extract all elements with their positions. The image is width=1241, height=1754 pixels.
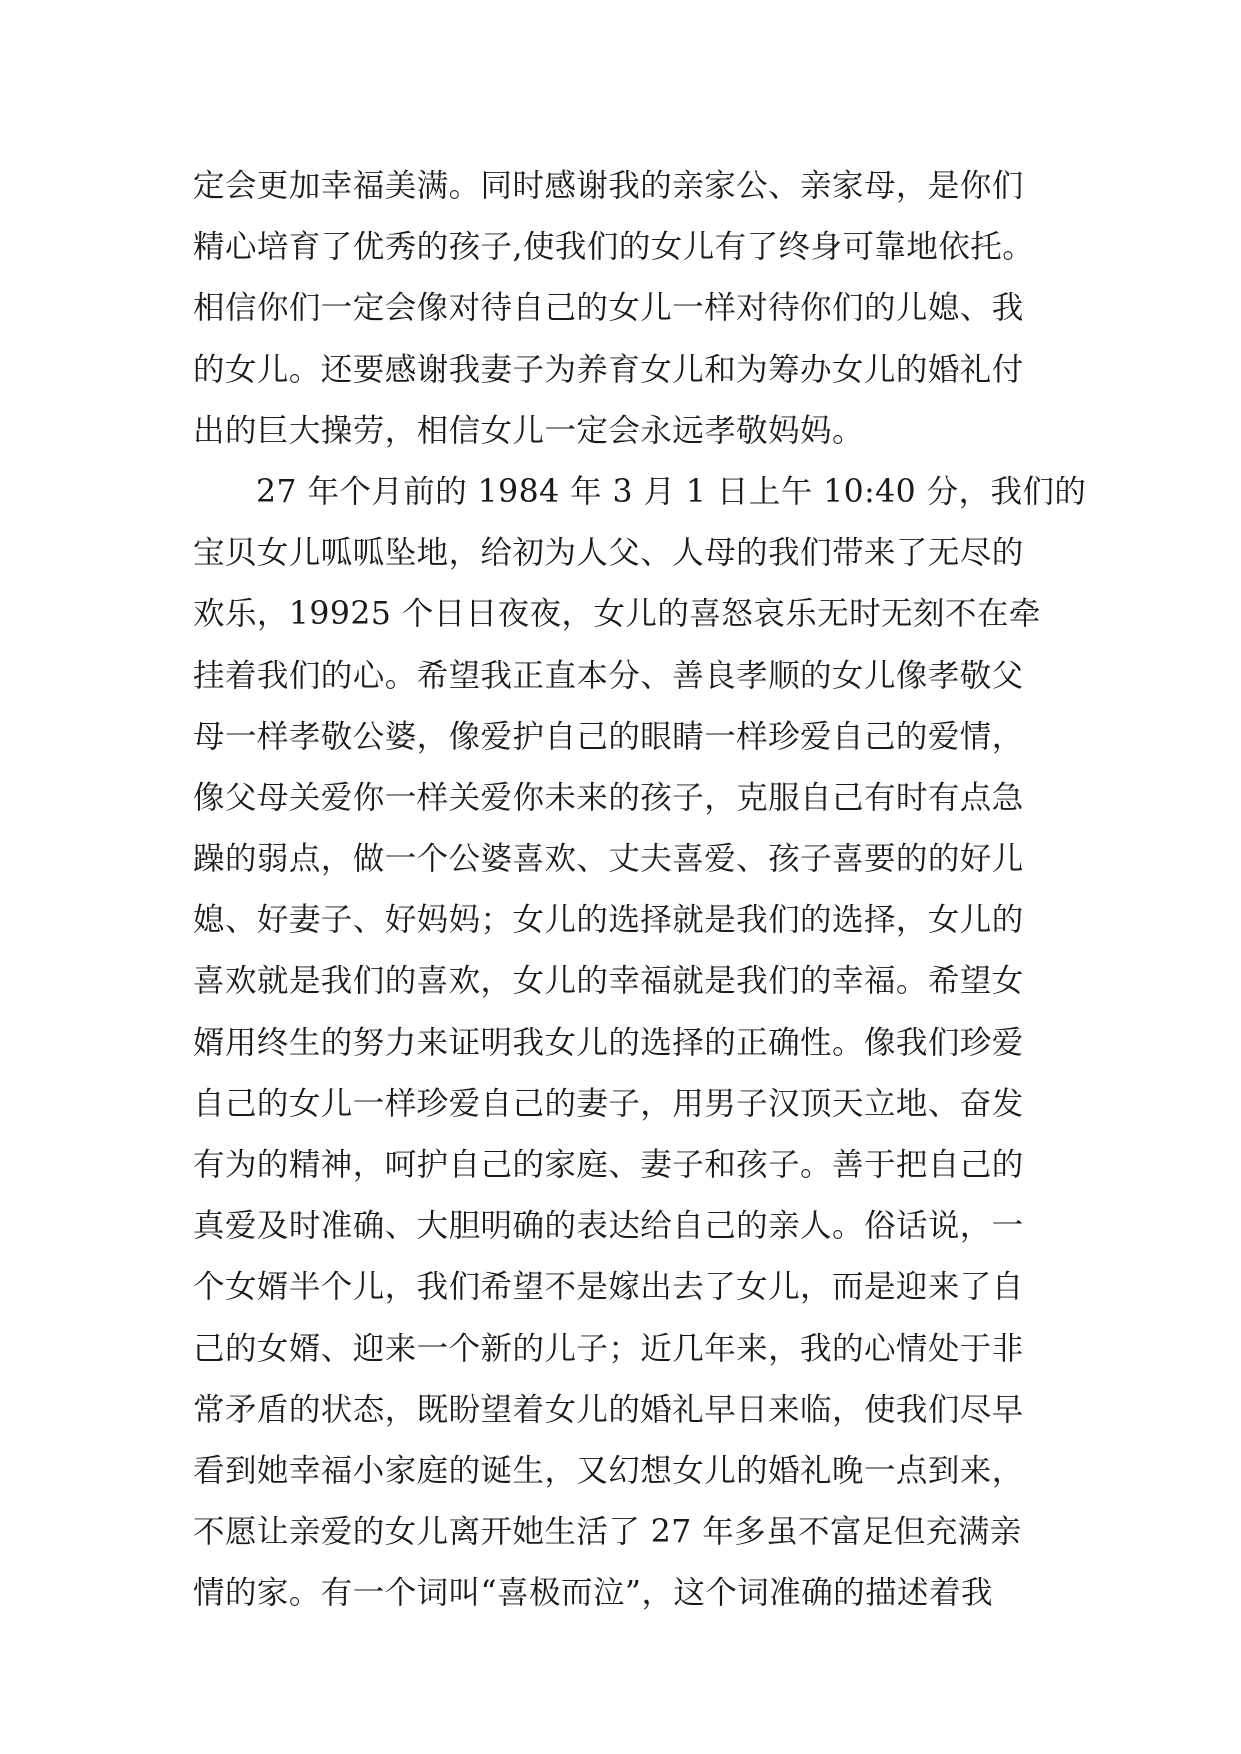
- text-line: 常矛盾的状态，既盼望着女儿的婚礼早日来临，使我们尽早: [193, 1391, 1024, 1428]
- paragraph-first-line: 27 年个月前的 1984 年 3 月 1 日上午 10:40 分，我们的: [256, 473, 1087, 510]
- text-line: 喜欢就是我们的喜欢，女儿的幸福就是我们的幸福。希望女: [193, 963, 1024, 1000]
- text-line: 像父母关爱你一样关爱你未来的孩子，克服自己有时有点急: [193, 779, 1024, 816]
- text-line: 不愿让亲爱的女儿离开她生活了 27 年多虽不富足但充满亲: [193, 1514, 1022, 1551]
- text-line: 精心培育了优秀的孩子,使我们的女儿有了终身可靠地依托。: [193, 229, 1035, 266]
- text-line: 定会更加幸福美满。同时感谢我的亲家公、亲家母，是你们: [193, 168, 1024, 204]
- text-line: 欢乐，19925 个日日夜夜，女儿的喜怒哀乐无时无刻不在牵: [193, 596, 1041, 633]
- text-line: 挂着我们的心。希望我正直本分、善良孝顺的女儿像孝敬父: [193, 657, 1024, 694]
- text-line: 的女儿。还要感谢我妻子为养育女儿和为筹办女儿的婚礼付: [193, 351, 1024, 388]
- text-line: 相信你们一定会像对待自己的女儿一样对待你们的儿媳、我: [193, 290, 1024, 327]
- text-line: 真爱及时准确、大胆明确的表达给自己的亲人。俗话说，一: [193, 1208, 1024, 1245]
- body-text: [193, 156, 1093, 1625]
- text-line: 媳、好妻子、好妈妈；女儿的选择就是我们的选择，女儿的: [193, 902, 1024, 939]
- text-line: 躁的弱点，做一个公婆喜欢、丈夫喜爱、孩子喜要的的好儿: [193, 841, 1024, 878]
- text-line: 出的巨大操劳，相信女儿一定会永远孝敬妈妈。: [193, 412, 864, 449]
- text-line: 自己的女儿一样珍爱自己的妻子，用男子汉顶天立地、奋发: [193, 1085, 1024, 1122]
- text-line: 有为的精神，呵护自己的家庭、妻子和孩子。善于把自己的: [193, 1147, 1024, 1183]
- text-line: 婿用终生的努力来证明我女儿的选择的正确性。像我们珍爱: [193, 1024, 1024, 1061]
- text-line: 看到她幸福小家庭的诞生，又幻想女儿的婚礼晚一点到来，: [193, 1452, 1024, 1489]
- text-line: 宝贝女儿呱呱坠地，给初为人父、人母的我们带来了无尽的: [193, 535, 1024, 572]
- text-line: 情的家。有一个词叫“喜极而泣”，这个词准确的描述着我: [193, 1575, 993, 1612]
- text-line: 个女婿半个儿，我们希望不是嫁出去了女儿，而是迎来了自: [193, 1269, 1024, 1306]
- text-line: 己的女婿、迎来一个新的儿子；近几年来，我的心情处于非: [193, 1330, 1024, 1367]
- text-line: 母一样孝敬公婆，像爱护自己的眼睛一样珍爱自己的爱情，: [193, 718, 1024, 755]
